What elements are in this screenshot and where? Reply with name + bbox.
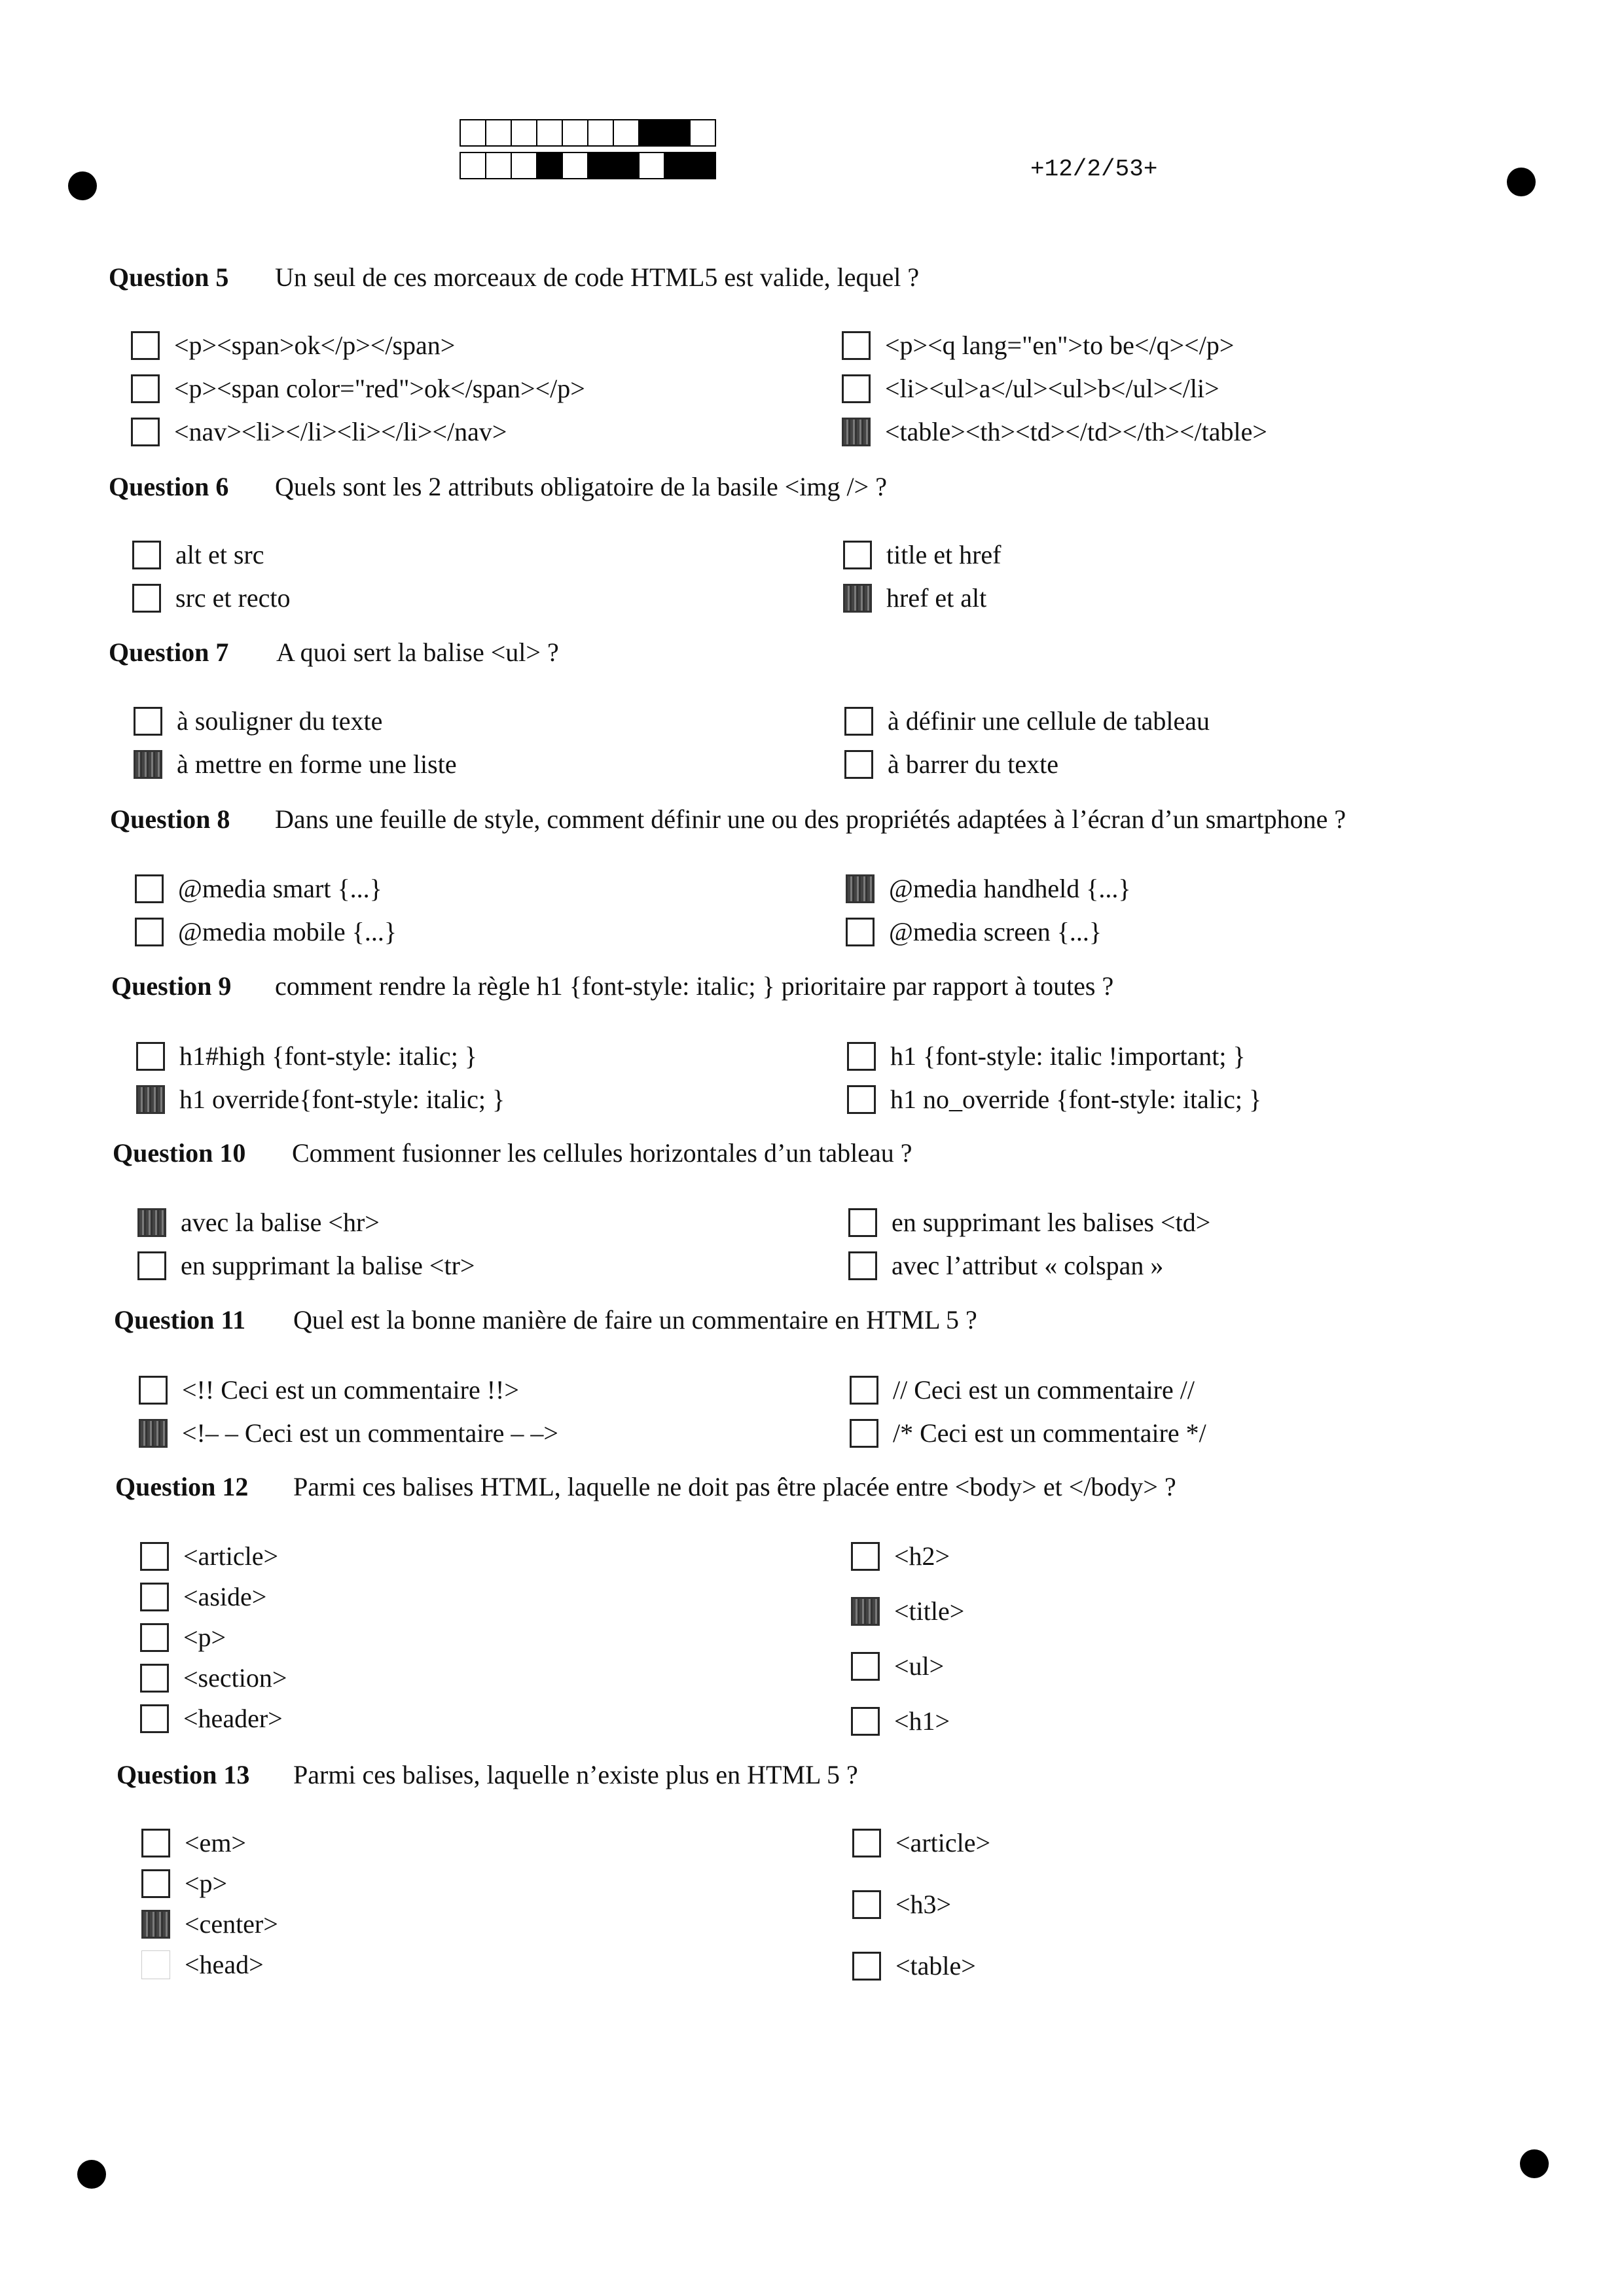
question-text: Dans une feuille de style, comment définir une ou des propriétés adaptées à l’écran d’un smartphone ? (275, 804, 1346, 834)
answer-option[interactable] (844, 706, 1210, 736)
page-id: +12/2/53+ (1030, 156, 1158, 183)
answer-label: <ul> (894, 1651, 945, 1681)
registration-mark-top-right (1507, 168, 1536, 196)
checkbox[interactable] (852, 1890, 881, 1919)
answer-label: alt et src (175, 540, 264, 569)
checkbox[interactable] (847, 1042, 876, 1071)
checkbox[interactable] (844, 750, 873, 779)
answer-label: <p><q lang="en">to be</q></p> (885, 331, 1235, 360)
answer-label: h1 {font-style: italic !important; } (890, 1041, 1246, 1071)
answer-option[interactable] (140, 1581, 266, 1612)
answer-label: h1#high {font-style: italic; } (179, 1041, 477, 1071)
answer-option[interactable] (140, 1541, 278, 1571)
answer-option[interactable] (136, 1041, 477, 1071)
answer-label: <table><th><td></td></th></table> (885, 417, 1267, 446)
checkbox[interactable] (137, 1251, 166, 1280)
checkbox[interactable] (842, 331, 871, 360)
answer-label: <head> (185, 1950, 264, 1979)
checkbox[interactable] (141, 1869, 170, 1898)
checkbox-checked[interactable] (134, 750, 162, 779)
answer-label: <p> (185, 1869, 228, 1898)
question-title (110, 804, 1346, 834)
answer-option[interactable] (132, 583, 290, 613)
answer-label: <!– – Ceci est un commentaire – –> (182, 1418, 558, 1448)
question-number: Question 9 (111, 971, 232, 1001)
answer-option[interactable] (842, 330, 1234, 361)
answer-label: @media screen {...} (889, 917, 1102, 946)
answer-option[interactable] (852, 1950, 976, 1981)
question-number: Question 6 (109, 472, 229, 501)
barcode-cell (689, 152, 716, 179)
answer-option[interactable] (852, 1889, 951, 1920)
answer-label: à souligner du texte (177, 706, 383, 736)
checkbox-checked[interactable] (137, 1208, 166, 1237)
answer-label: <h3> (895, 1890, 952, 1919)
checkbox[interactable] (136, 1042, 165, 1071)
answer-option[interactable] (848, 1250, 1163, 1281)
question-number: Question 8 (110, 804, 230, 834)
checkbox[interactable] (140, 1704, 169, 1733)
checkbox[interactable] (844, 707, 873, 736)
checkbox[interactable] (140, 1664, 169, 1693)
answer-label: <article> (183, 1541, 279, 1571)
checkbox[interactable] (131, 418, 160, 446)
checkbox[interactable] (132, 541, 161, 569)
barcode-cell (485, 119, 512, 147)
answer-label: <h2> (894, 1541, 950, 1571)
answer-option[interactable] (852, 1827, 990, 1858)
checkbox[interactable] (851, 1652, 880, 1681)
answer-label: href et alt (886, 583, 987, 613)
answer-label: en supprimant la balise <tr> (181, 1251, 475, 1280)
question-number: Question 7 (109, 637, 229, 667)
checkbox[interactable] (850, 1419, 878, 1448)
question-title (115, 1471, 1176, 1502)
checkbox[interactable] (141, 1829, 170, 1857)
answer-label: // Ceci est un commentaire // (893, 1375, 1195, 1405)
barcode-cell (460, 119, 486, 147)
question-text: comment rendre la règle h1 {font-style: italic; } prioritaire par rapport à toutes ? (275, 971, 1114, 1001)
question-number: Question 13 (117, 1760, 250, 1789)
answer-option[interactable] (851, 1651, 944, 1681)
checkbox[interactable] (134, 707, 162, 736)
checkbox-checked[interactable] (136, 1085, 165, 1114)
checkbox[interactable] (851, 1707, 880, 1736)
question-number: Question 12 (115, 1472, 249, 1501)
answer-label: <nav><li></li><li></li></nav> (174, 417, 507, 446)
answer-label: <p> (183, 1623, 226, 1652)
question-title (117, 1759, 858, 1790)
barcode-cell (613, 119, 640, 147)
answer-option[interactable] (843, 583, 986, 613)
answer-option[interactable] (847, 1041, 1246, 1071)
answer-option[interactable] (141, 1827, 246, 1858)
checkbox[interactable] (842, 374, 871, 403)
answer-option[interactable] (851, 1706, 950, 1736)
answer-option[interactable] (132, 539, 264, 570)
answer-label: <p><span color="red">ok</span></p> (174, 374, 585, 403)
checkbox[interactable] (850, 1376, 878, 1405)
question-text: Quel est la bonne manière de faire un commentaire en HTML 5 ? (293, 1305, 977, 1335)
barcode-cell (485, 152, 512, 179)
answer-option[interactable] (131, 416, 507, 447)
question-number: Question 5 (109, 262, 229, 292)
barcode-cell (638, 152, 665, 179)
barcode-cell (613, 152, 640, 179)
answer-label: @media mobile {...} (178, 917, 397, 946)
barcode-cell (587, 152, 614, 179)
answer-label: @media handheld {...} (889, 874, 1131, 903)
answer-option[interactable] (136, 1084, 505, 1115)
question-title (111, 971, 1114, 1001)
checkbox[interactable] (135, 918, 164, 946)
barcode-cell (562, 119, 588, 147)
question-text: A quoi sert la balise <ul> ? (276, 637, 559, 667)
barcode-cell (511, 119, 537, 147)
answer-option[interactable] (140, 1703, 283, 1734)
answer-label: <em> (185, 1828, 246, 1857)
barcode-row-1 (460, 119, 715, 147)
barcode-cell (689, 119, 716, 147)
answer-option[interactable] (850, 1374, 1195, 1405)
barcode-cell (638, 119, 665, 147)
checkbox[interactable] (132, 584, 161, 613)
answer-option[interactable] (848, 1207, 1210, 1238)
question-title (109, 262, 920, 293)
answer-option[interactable] (842, 416, 1267, 447)
answer-label: /* Ceci est un commentaire */ (893, 1418, 1206, 1448)
answer-label: <title> (894, 1596, 965, 1626)
question-number: Question 10 (113, 1138, 246, 1168)
answer-label: <li><ul>a</ul><ul>b</ul></li> (885, 374, 1219, 403)
answer-option[interactable] (135, 873, 382, 904)
answer-option[interactable] (134, 706, 382, 736)
checkbox[interactable] (140, 1542, 169, 1571)
checkbox[interactable] (848, 1251, 877, 1280)
answer-label: src et recto (175, 583, 291, 613)
question-title (109, 471, 887, 502)
question-text: Quels sont les 2 attributs obligatoire de la basile <img /> ? (275, 472, 887, 501)
answer-option[interactable] (851, 1541, 950, 1571)
registration-mark-bottom-left (77, 2160, 106, 2189)
answer-option[interactable] (850, 1418, 1206, 1448)
answer-option[interactable] (131, 373, 585, 404)
answer-option[interactable] (140, 1662, 287, 1693)
answer-label: <!! Ceci est un commentaire !!> (182, 1375, 519, 1405)
checkbox[interactable] (852, 1829, 881, 1857)
answer-label: <aside> (183, 1582, 267, 1611)
answer-option[interactable] (140, 1622, 226, 1653)
answer-option[interactable] (844, 749, 1058, 780)
question-text: Parmi ces balises HTML, laquelle ne doit pas être placée entre <body> et </body> ? (293, 1472, 1176, 1501)
checkbox[interactable] (852, 1952, 881, 1981)
checkbox[interactable] (846, 918, 875, 946)
checkbox[interactable] (141, 1950, 170, 1979)
barcode-cell (664, 152, 691, 179)
barcode-cell (664, 119, 691, 147)
answer-label: à barrer du texte (888, 749, 1058, 779)
answer-option[interactable] (141, 1909, 278, 1939)
answer-option[interactable] (137, 1207, 380, 1238)
answer-option[interactable] (846, 916, 1102, 947)
checkbox[interactable] (851, 1542, 880, 1571)
registration-mark-bottom-right (1520, 2149, 1549, 2178)
checkbox[interactable] (843, 541, 872, 569)
answer-label: à définir une cellule de tableau (888, 706, 1210, 736)
checkbox-checked[interactable] (139, 1419, 168, 1448)
checkbox[interactable] (135, 874, 164, 903)
registration-mark-top-left (68, 171, 97, 200)
barcode-cell (536, 152, 563, 179)
barcode-cell (562, 152, 588, 179)
answer-label: en supprimant les balises <td> (892, 1208, 1211, 1237)
answer-label: avec la balise <hr> (181, 1208, 380, 1237)
answer-option[interactable] (137, 1250, 475, 1281)
answer-label: <h1> (894, 1706, 950, 1736)
checkbox-checked[interactable] (141, 1910, 170, 1939)
question-title (109, 637, 559, 668)
answer-option[interactable] (135, 916, 397, 947)
barcode-cell (460, 152, 486, 179)
question-title (114, 1304, 977, 1335)
answer-option[interactable] (842, 373, 1219, 404)
barcode-cell (536, 119, 563, 147)
barcode-cell (587, 119, 614, 147)
barcode-cell (511, 152, 537, 179)
answer-option[interactable] (139, 1418, 558, 1448)
barcode-row-2 (460, 152, 715, 179)
checkbox[interactable] (131, 331, 160, 360)
question-text: Comment fusionner les cellules horizontales d’un tableau ? (292, 1138, 912, 1168)
answer-option[interactable] (131, 330, 455, 361)
answer-label: h1 override{font-style: italic; } (179, 1085, 505, 1114)
answer-option[interactable] (843, 539, 1001, 570)
checkbox[interactable] (131, 374, 160, 403)
answer-option[interactable] (846, 873, 1131, 904)
answer-label: à mettre en forme une liste (177, 749, 457, 779)
question-number: Question 11 (114, 1305, 246, 1335)
answer-label: title et href (886, 540, 1001, 569)
answer-label: h1 no_override {font-style: italic; } (890, 1085, 1262, 1114)
answer-option[interactable] (847, 1084, 1261, 1115)
answer-label: <p><span>ok</p></span> (174, 331, 456, 360)
checkbox-checked[interactable] (851, 1597, 880, 1626)
checkbox-checked[interactable] (843, 584, 872, 613)
checkbox[interactable] (847, 1085, 876, 1114)
checkbox-checked[interactable] (846, 874, 875, 903)
answer-option[interactable] (141, 1949, 264, 1980)
answer-option[interactable] (851, 1596, 964, 1626)
answer-label: <center> (185, 1909, 278, 1939)
answer-option[interactable] (141, 1868, 227, 1899)
checkbox[interactable] (140, 1623, 169, 1652)
question-text: Parmi ces balises, laquelle n’existe plus en HTML 5 ? (293, 1760, 858, 1789)
answer-label: <table> (895, 1951, 976, 1981)
checkbox[interactable] (139, 1376, 168, 1405)
answer-option[interactable] (139, 1374, 519, 1405)
question-text: Un seul de ces morceaux de code HTML5 est valide, lequel ? (275, 262, 920, 292)
answer-label: @media smart {...} (178, 874, 382, 903)
checkbox[interactable] (140, 1583, 169, 1611)
question-title (113, 1138, 912, 1168)
checkbox[interactable] (848, 1208, 877, 1237)
answer-label: avec l’attribut « colspan » (892, 1251, 1164, 1280)
answer-option[interactable] (134, 749, 457, 780)
answer-label: <section> (183, 1663, 287, 1693)
answer-label: <header> (183, 1704, 283, 1733)
answer-label: <article> (895, 1828, 991, 1857)
checkbox-checked[interactable] (842, 418, 871, 446)
